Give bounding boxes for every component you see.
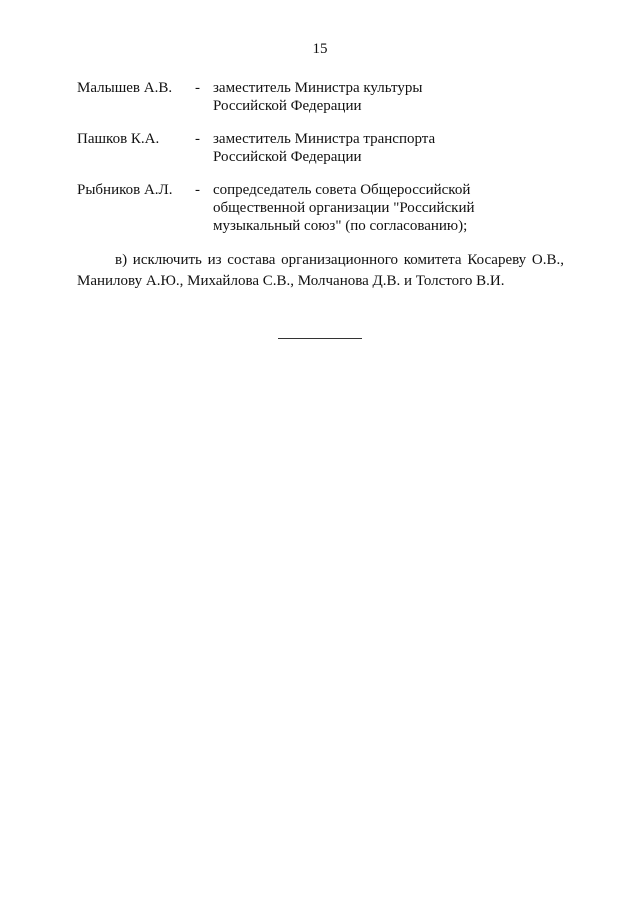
member-position-line: общественной организации "Российский — [213, 200, 475, 216]
exclusion-line: в) исключить из состава организационного комитета Косареву О.В., — [115, 252, 564, 268]
exclusion-paragraph — [77, 250, 564, 292]
end-separator-line — [278, 338, 362, 339]
member-position — [213, 130, 513, 166]
member-position-line: Российской Федерации — [213, 149, 362, 165]
member-position-line: заместитель Министра культуры — [213, 80, 423, 96]
member-dash: - — [195, 182, 200, 198]
exclusion-line: Манилову А.Ю., Михайлова С.В., Молчанова Д.В. и Толстого В.И. — [77, 273, 505, 289]
member-position — [213, 79, 513, 115]
member-position-line: Российской Федерации — [213, 98, 362, 114]
member-name: Пашков К.А. — [77, 131, 160, 147]
member-position-line: заместитель Министра транспорта — [213, 131, 436, 147]
member-name: Малышев А.В. — [77, 80, 173, 96]
member-position-line: сопредседатель совета Общероссийской — [213, 182, 471, 198]
member-dash: - — [195, 131, 200, 147]
member-position-line: музыкальный союз" (по согласованию); — [213, 218, 468, 234]
member-name: Рыбников А.Л. — [77, 182, 173, 198]
member-position — [213, 181, 513, 235]
page-number: 15 — [312, 41, 328, 57]
member-dash: - — [195, 80, 200, 96]
